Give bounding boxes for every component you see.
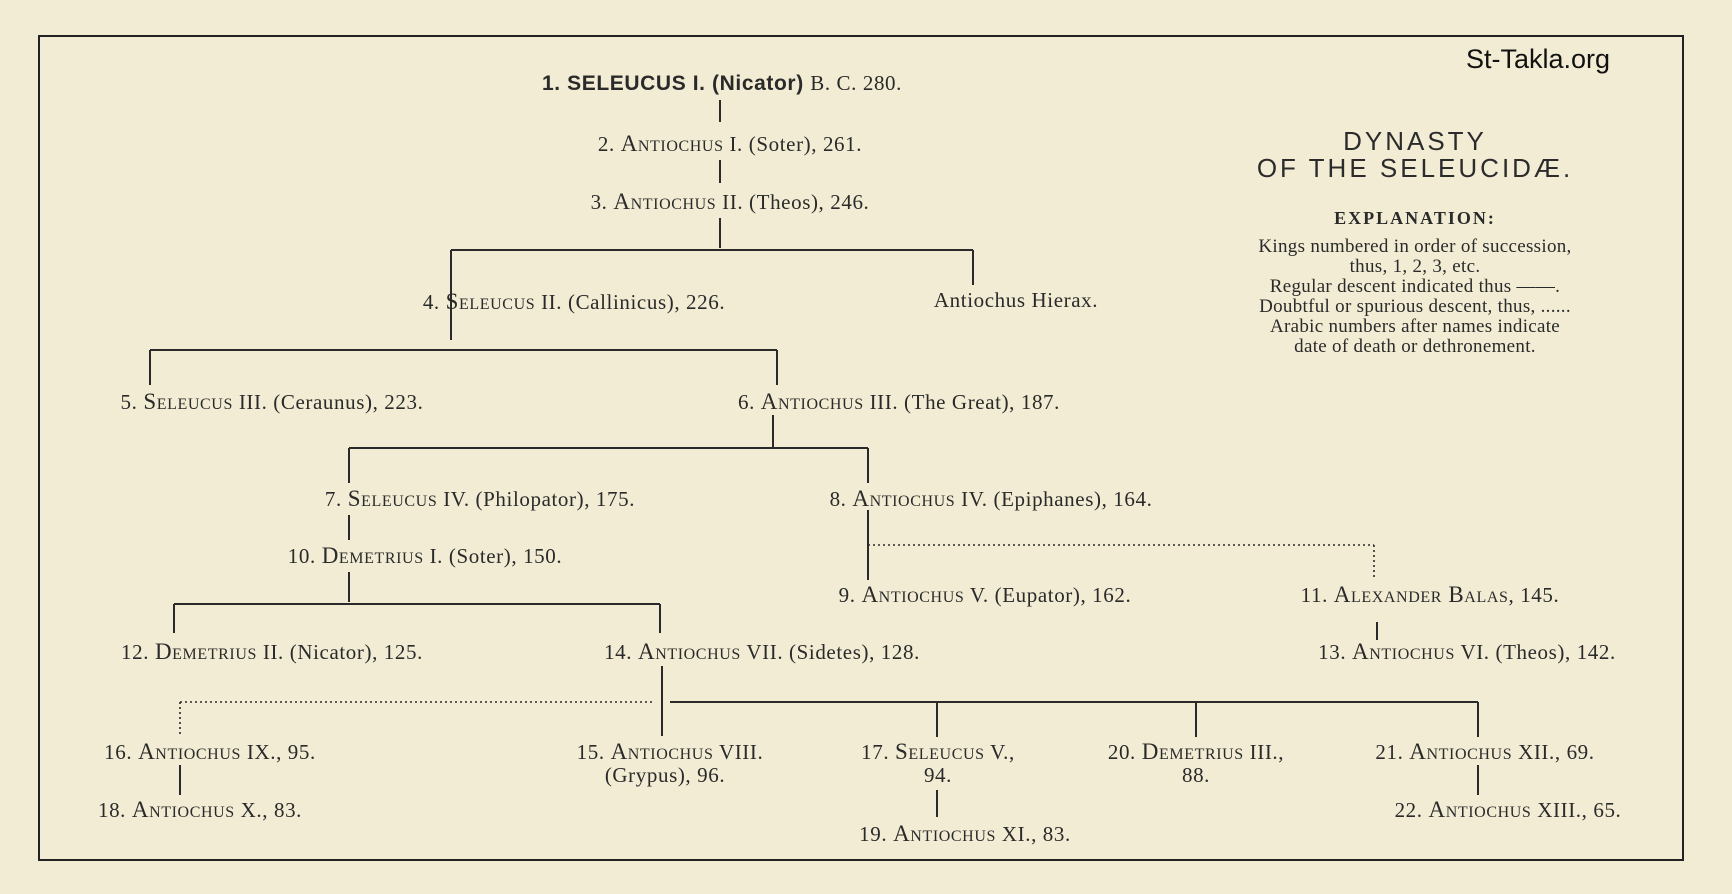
antiochus-hierax: Antiochus Hierax. <box>933 288 1099 312</box>
king-15-antiochus-viii: 15. Antiochus VIII. (Grypus), 96. <box>576 739 764 788</box>
legend-title-line2: OF THE SELEUCIDÆ. <box>1256 153 1574 184</box>
king-10-demetrius-i: 10. Demetrius I. (Soter), 150. <box>287 543 563 568</box>
king-13-antiochus-vi: 13. Antiochus VI. (Theos), 142. <box>1318 639 1616 664</box>
explanation-heading: EXPLANATION: <box>1334 207 1496 228</box>
legend-title-line1: DYNASTY <box>1343 126 1487 156</box>
king-17-seleucus-v: 17. Seleucus V., 94. <box>861 739 1015 788</box>
king-16-antiochus-ix: 16. Antiochus IX., 95. <box>104 739 316 764</box>
explanation-text: Kings numbered in order of succession, thus, 1, 2, 3, etc. Regular descent indicated thus ——. Doubtful or spurious descent, thus, ...... Arabic numbers after names indicate date of death or dethronement. <box>1258 236 1572 358</box>
king-14-antiochus-vii: 14. Antiochus VII. (Sidetes), 128. <box>604 639 920 664</box>
legend <box>1257 128 1573 357</box>
king-6-antiochus-iii: 6. Antiochus III. (The Great), 187. <box>737 389 1061 414</box>
king-4-seleucus-ii: 4. Seleucus II. (Callinicus), 226. <box>422 289 726 314</box>
king-8-antiochus-iv: 8. Antiochus IV. (Epiphanes), 164. <box>829 486 1153 511</box>
king-epithet: (Nicator) <box>712 72 804 95</box>
king-19-antiochus-xi: 19. Antiochus XI., 83. <box>859 821 1071 846</box>
king-18-antiochus-x: 18. Antiochus X., 83. <box>97 797 303 822</box>
king-12-demetrius-ii: 12. Demetrius II. (Nicator), 125. <box>121 639 423 664</box>
king-11-alexander-balas: 11. Alexander Balas, 145. <box>1300 582 1560 607</box>
watermark: St-Takla.org <box>1466 44 1611 74</box>
king-number: 1. <box>541 72 561 95</box>
king-3-antiochus-ii: 3. Antiochus II. (Theos), 246. <box>590 189 870 214</box>
king-9-antiochus-v: 9. Antiochus V. (Eupator), 162. <box>838 582 1132 607</box>
king-1-seleucus-i <box>542 73 902 94</box>
king-20-demetrius-iii: 20. Demetrius III., 88. <box>1107 739 1285 788</box>
king-2-antiochus-i: 2. Antiochus I. (Soter), 261. <box>597 131 863 156</box>
king-7-seleucus-iv: 7. Seleucus IV. (Philopator), 175. <box>324 486 636 511</box>
king-22-antiochus-xiii: 22. Antiochus XIII., 65. <box>1394 797 1622 822</box>
king-date: B. C. 280. <box>810 71 903 95</box>
king-21-antiochus-xii: 21. Antiochus XII., 69. <box>1375 739 1595 764</box>
king-name: SELEUCUS I. <box>567 72 706 95</box>
king-5-seleucus-iii: 5. Seleucus III. (Ceraunus), 223. <box>120 389 424 414</box>
